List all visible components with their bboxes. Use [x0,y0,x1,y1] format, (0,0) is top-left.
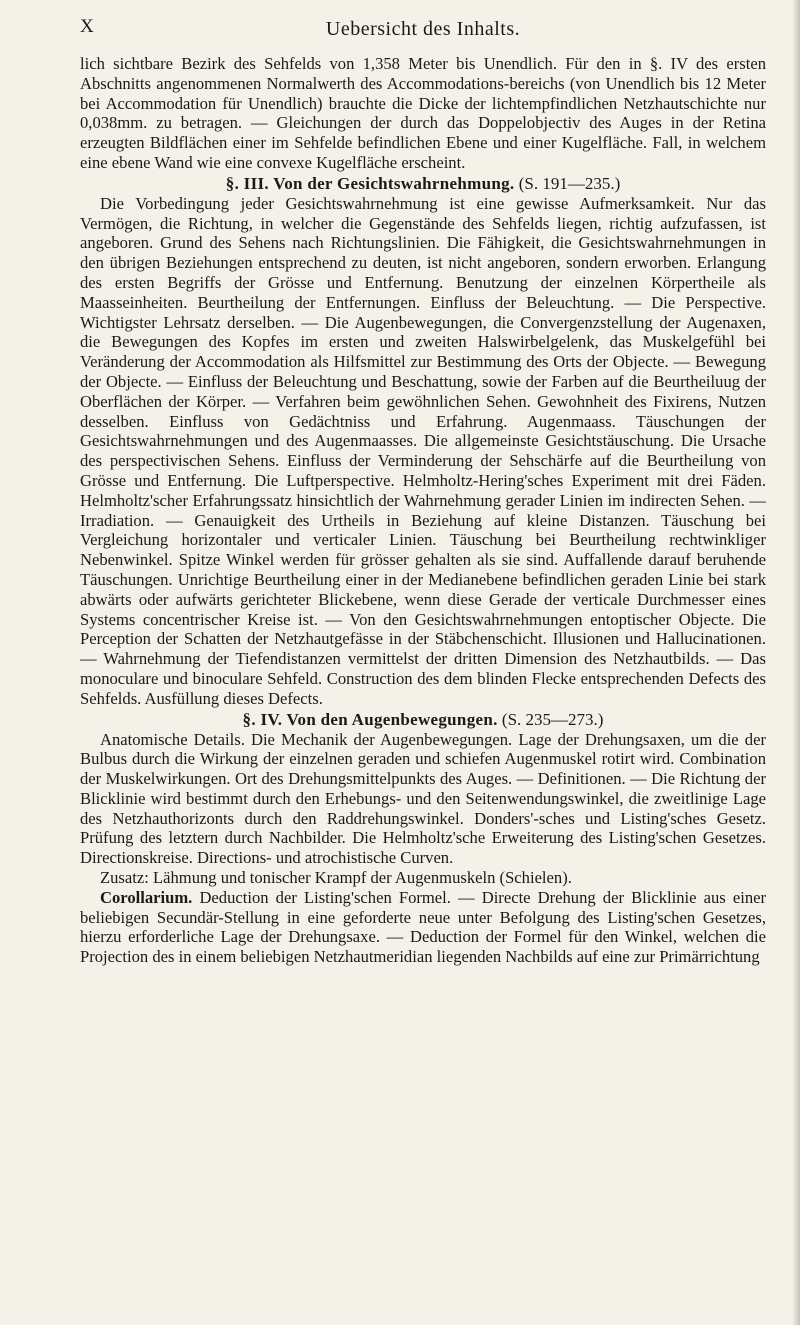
section-pages: (S. 235—273.) [501,709,604,729]
page-header [80,10,766,54]
paragraph-sehfeld: lich sichtbare Bezirk des Sehfelds von 1,358 Meter bis Unendlich. Für den in §. IV des ersten Abschnitts angenommenen Normalwerth des Accommodations-bereichs (von Unendlich bis 12 Meter bei Accommodation für Unendlich) brauchte die Dicke der lichtempfindlichen Netzhautschichte nur 0,038mm. zu betragen. — Gleichungen der durch das Doppelobjectiv des Auges in der Retina erzeugten Bildflächen einer im Sehfelde befindlichen Ebene und einer Kugelfläche. Fall, in welchem eine ebene Wand wie eine convexe Kugelfläche erscheint. [80,54,766,172]
section-heading-iv [80,709,766,730]
section-title: §. III. Von der Gesichtswahrnehmung. [225,173,515,193]
running-head: Uebersicht des Inhalts. [325,18,521,40]
paragraph-zusatz: Zusatz: Lähmung und tonischer Krampf der Augenmuskeln (Schielen). [100,868,572,888]
corollarium-term: Corollarium. [100,887,193,907]
section-heading-iii [80,173,766,194]
paragraph-augenbewegungen: Anatomische Details. Die Mechanik der Augenbewegungen. Lage der Drehungsaxen, um die der Bulbus durch die Wirkung der einzelnen geraden und schiefen Augenmuskel rotirt wird. Combination der Muskelwirkungen. Ort des Drehungsmittelpunkts des Auges. — Definitionen. — Die Richtung der Blicklinie wird bestimmt durch den Erhebungs- und den Seitenwendungswinkel, die zweitlinige Lage des Netzhauthorizonts durch den Raddrehungswinkel. Donders'-sches und Listing'sches Gesetz. Prüfung des letztern durch Nachbilder. Die Helmholtz'sche Erweiterung des Listing'schen Gesetzes. Directionskreise. Directions- und atrochistische Curven. [80,729,766,868]
corollarium-text: Deduction der Listing'schen Formel. — Directe Drehung der Blicklinie aus einer beliebigen Secundär-Stellung in eine geforderte neue unter Befolgung des Listing'schen Gesetzes, hierzu erforderliche Lage der Drehungsaxe. — Deduction der Formel für den Winkel, welchen die Projection des in einem beliebigen Netzhautmeridian liegenden Nachbilds auf eine zur Primärrichtung [80,887,767,967]
page-number: X [80,16,94,37]
paragraph-corollarium [80,888,766,967]
section-title: §. IV. Von den Augenbewegungen. [242,709,498,729]
page-edge-shadow [792,0,800,1325]
paragraph-gesichtswahrnehmung: Die Vorbedingung jeder Gesichtswahrnehmung ist eine gewisse Aufmerksamkeit. Nur das Vermögen, die Richtung, in welcher die Gegenstände des Sehfelds liegen, richtig aufzufassen, ist angeboren. Grund des Sehens nach Richtungslinien. Die Fähigkeit, die Gesichtswahrnehmungen in den übrigen Beziehungen entsprechend zu deuten, ist nicht angeboren, sondern erworben. Erlangung des ersten Begriffs der Grösse und Entfernung. Benutzung der einzelnen Körpertheile als Maasseinheiten. Beurtheilung der Entfernungen. Einfluss der Beleuchtung. — Die Perspective. Wichtigster Lehrsatz derselben. — Die Augenbewegungen, die Convergenzstellung der Augenaxen, die Bewegungen des Kopfes im ersten und zweiten Halswirbelgelenk, das Muskelgefühl bei Veränderung der Accommodation als Hilfsmittel zur Bestimmung des Orts der Objecte. — Bewegung der Objecte. — Einfluss der Beleuchtung und Beschattung, sowie der Farben auf die Beurtheiluug der Oberflächen der Körper. — Verfahren beim gewöhnlichen Sehen. Gewohnheit des Fixirens, Nutzen desselben. Einfluss von Gedächtniss und Erfahrung. Augenmaass. Täuschungen der Gesichtswahrnehmungen und des Augenmaasses. Die allgemeinste Gesichtstäuschung. Die Ursache des perspectivischen Sehens. Einfluss der Verminderung der Sehschärfe auf die Beurtheilung von Grösse und Entfernung. Die Luftperspective. Helmholtz-Hering'sches Experiment mit drei Fäden. Helmholtz'scher Erfahrungssatz hinsichtlich der Wahrnehmung gerader Linien im indirecten Sehen. — Irradiation. — Genauigkeit des Urtheils in Beziehung auf kleine Distanzen. Täuschung bei Vergleichung horizontaler und verticaler Linien. Täuschung bei Beurtheilung rechtwinkliger Nebenwinkel. Spitze Winkel werden für grösser gehalten als sie sind. Auffallende darauf beruhende Täuschungen. Unrichtige Beurtheilung einer in der Medianebene befindlichen geraden Linie bei stark abwärts oder aufwärts gerichteter Blickebene, wenn diese Gerade der verticale Durchmesser eines Systems concentrischer Kreise ist. — Von den Gesichtswahrnehmungen entoptischer Objecte. Die Perception der Schatten der Netzhautgefässe in der Stäbchenschicht. Illusionen und Hallucinationen. — Wahrnehmung der Tiefendistanzen vermittelst der dritten Dimension des Netzhautbilds. — Das monoculare und binoculare Sehfeld. Construction des dem blinden Flecke entsprechenden Defects des Sehfelds. Ausfüllung dieses Defects. [80,193,766,708]
page-body [80,54,766,967]
section-pages: (S. 191—235.) [518,173,621,193]
